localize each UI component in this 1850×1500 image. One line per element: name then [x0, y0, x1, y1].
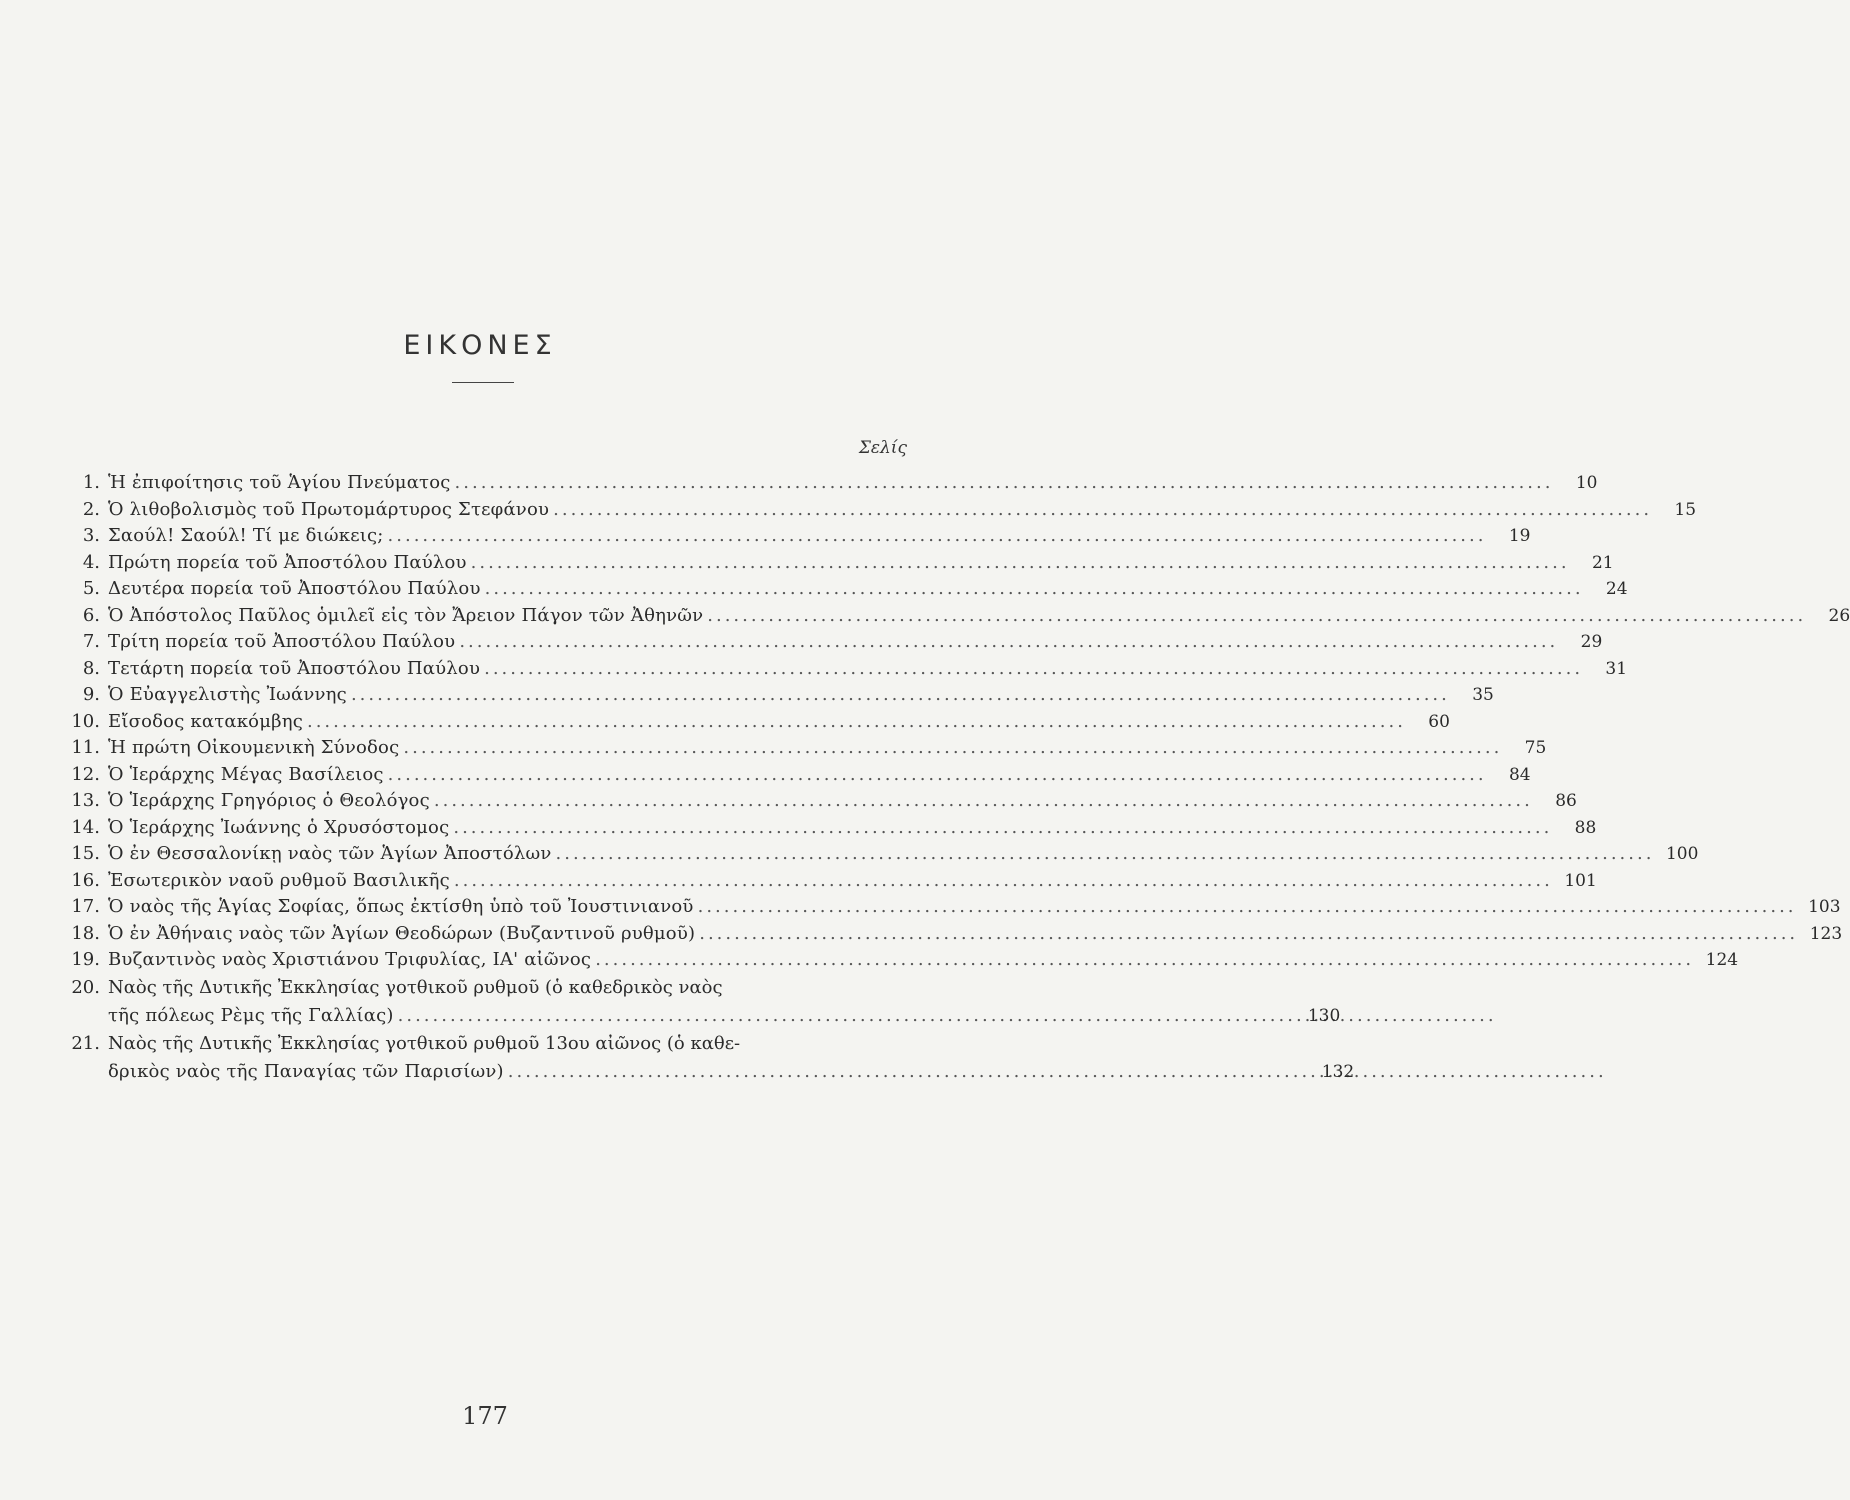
- entry-number: 17.: [71, 896, 100, 917]
- entry-title: Ὁ Ἱεράρχης Ἰωάννης ὁ Χρυσόστομος: [108, 816, 450, 838]
- list-item: [62, 523, 1531, 550]
- entry-title-line-2-row: [108, 1058, 1316, 1086]
- dot-leader: [471, 550, 1570, 577]
- entry-title: Τετάρτη πορεία τοῦ Ἀποστόλου Παύλου: [108, 657, 481, 679]
- dot-leader: [455, 470, 1554, 497]
- list-item: [62, 603, 1850, 630]
- list-item: [62, 656, 1628, 683]
- entry-number: 12.: [71, 763, 100, 785]
- entry-number: 15.: [71, 843, 100, 864]
- page-number: 177: [462, 1402, 508, 1430]
- entry-title: Ὁ Ἱεράρχης Γρηγόριος ὁ Θεολόγος: [108, 790, 430, 811]
- dot-leader: [508, 1058, 1607, 1086]
- entry-page: 31: [1605, 658, 1628, 679]
- list-item: [62, 762, 1531, 789]
- list-item: [62, 1030, 1355, 1086]
- entry-title: Σαούλ! Σαούλ! Τί με διώκεις;: [108, 525, 384, 546]
- entry-number: 20.: [71, 976, 100, 998]
- dot-leader: [485, 576, 1584, 603]
- entry-number: 4.: [82, 551, 100, 573]
- entry-title: Ἐσωτερικὸν ναοῦ ρυθμοῦ Βασιλικῆς: [108, 869, 450, 891]
- dot-leader: [699, 921, 1798, 948]
- entry-title: [108, 974, 1302, 1030]
- entry-page: 24: [1605, 579, 1628, 599]
- list-item: [62, 788, 1577, 815]
- entry-title: Πρώτη πορεία τοῦ Ἀποστόλου Παύλου: [108, 551, 467, 573]
- entry-title-line-2: δρικὸς ναὸς τῆς Παναγίας τῶν Παρισίων): [108, 1060, 504, 1082]
- entry-page: 88: [1574, 817, 1597, 838]
- list-item: [62, 868, 1597, 895]
- entry-title: Ὁ Εὐαγγελιστὴς Ἰωάννης: [108, 684, 347, 705]
- page-column-label: Σελίς: [858, 438, 907, 458]
- entry-title: Ἡ πρώτη Οἰκουμενικὴ Σύνοδος: [108, 737, 400, 758]
- entry-title: Ὁ ἐν Ἀθήναις ναὸς τῶν Ἁγίων Θεοδώρων (Βυζαντινοῦ ρυθμοῦ): [108, 922, 696, 944]
- entry-page: 26: [1828, 605, 1850, 626]
- dot-leader: [698, 894, 1797, 921]
- list-item: [62, 709, 1450, 736]
- entry-number: 11.: [71, 737, 100, 758]
- dot-leader: [595, 947, 1694, 974]
- entry-page: 29: [1580, 632, 1603, 652]
- entry-page: 132: [1321, 1061, 1355, 1082]
- entry-title-line-1: Ναὸς τῆς Δυτικῆς Ἐκκλησίας γοτθικοῦ ρυθμοῦ (ὁ καθεδρικὸς ναὸς: [108, 976, 723, 998]
- entry-number: 16.: [71, 869, 100, 891]
- entry-title: Ὁ λιθοβολισμὸς τοῦ Πρωτομάρτυρος Στεφάνου: [108, 498, 550, 520]
- dot-leader: [453, 815, 1552, 842]
- entry-page: 35: [1472, 685, 1494, 705]
- entry-title-line-1: Ναὸς τῆς Δυτικῆς Ἐκκλησίας γοτθικοῦ ρυθμοῦ 13ου αἰῶνος (ὁ καθε-: [108, 1032, 741, 1054]
- entry-number: 14.: [71, 816, 100, 838]
- entry-number: 9.: [82, 684, 100, 705]
- entry-title: Βυζαντινὸς ναὸς Χριστιάνου Τριφυλίας, ΙΑ' αἰῶνος: [108, 949, 592, 970]
- entry-title: Ἡ ἐπιφοίτησις τοῦ Ἁγίου Πνεύματος: [108, 472, 451, 493]
- list-item: [62, 550, 1614, 577]
- entry-title: Τρίτη πορεία τοῦ Ἀποστόλου Παύλου: [108, 631, 456, 652]
- entry-number: 13.: [71, 790, 100, 811]
- entry-title-line-2-row: [108, 1002, 1302, 1030]
- list-item: [62, 947, 1739, 974]
- entry-title: Ὁ Ἀπόστολος Παῦλος ὁμιλεῖ εἰς τὸν Ἄρειον Πάγον τῶν Ἀθηνῶν: [108, 604, 704, 626]
- entry-title: Δευτέρα πορεία τοῦ Ἀποστόλου Παύλου: [108, 578, 481, 599]
- entry-number: 10.: [71, 710, 100, 732]
- entry-page: 100: [1665, 844, 1699, 864]
- dot-leader: [707, 603, 1806, 630]
- dot-leader: [388, 523, 1487, 550]
- entry-page: 101: [1564, 870, 1597, 891]
- entry-number: 2.: [82, 498, 100, 520]
- entry-number: 1.: [82, 472, 100, 493]
- page-title: ΕΙΚΟΝΕΣ: [403, 330, 557, 361]
- entry-title: Ὁ ἐν Θεσσαλονίκῃ ναὸς τῶν Ἁγίων Ἀποστόλων: [108, 843, 552, 864]
- dot-leader: [403, 735, 1502, 762]
- entry-title: Ὁ Ἱεράρχης Μέγας Βασίλειος: [108, 763, 384, 785]
- entry-number: 5.: [82, 578, 100, 599]
- entry-page: 10: [1575, 473, 1598, 493]
- entry-number: 19.: [71, 949, 100, 970]
- dot-leader: [484, 656, 1583, 683]
- entry-number: 3.: [82, 525, 100, 546]
- entry-page: 15: [1674, 499, 1697, 520]
- list-item: [62, 735, 1547, 762]
- entry-number: 7.: [82, 631, 100, 652]
- entry-title: Ὁ ναὸς τῆς Ἁγίας Σοφίας, ὅπως ἐκτίσθη ὑπὸ τοῦ Ἰουστινιανοῦ: [108, 896, 694, 917]
- list-item: [62, 921, 1843, 948]
- entry-page: 124: [1705, 950, 1739, 970]
- list-item: [62, 841, 1699, 868]
- list-item: [62, 815, 1597, 842]
- entry-page: 123: [1809, 923, 1843, 944]
- list-item: [62, 629, 1603, 656]
- dot-leader: [454, 868, 1553, 895]
- entry-number: 21.: [71, 1032, 100, 1054]
- dot-leader: [459, 629, 1558, 656]
- entry-page: 130: [1307, 1005, 1341, 1026]
- list-item: [62, 894, 1841, 921]
- list-item: [62, 470, 1598, 497]
- entry-page: 103: [1808, 897, 1841, 917]
- entry-page: 60: [1428, 711, 1450, 732]
- entry-number: 6.: [82, 604, 100, 626]
- dot-leader: [388, 762, 1487, 789]
- title-rule: [452, 382, 514, 383]
- entry-page: 19: [1508, 526, 1531, 546]
- illustrations-list: [62, 470, 1850, 1086]
- dot-leader: [556, 841, 1655, 868]
- entry-page: 86: [1555, 791, 1577, 811]
- dot-leader: [553, 497, 1652, 524]
- entry-page: 75: [1524, 738, 1547, 758]
- entry-number: 8.: [82, 657, 100, 679]
- entry-title-line-2: τῆς πόλεως Ρὲμς τῆς Γαλλίας): [108, 1004, 394, 1026]
- list-item: [62, 682, 1494, 709]
- list-item: [62, 576, 1628, 603]
- dot-leader: [434, 788, 1533, 815]
- entry-number: 18.: [71, 922, 100, 944]
- entry-title: Εἴσοδος κατακόμβης: [108, 710, 303, 732]
- entry-page: 84: [1508, 764, 1531, 785]
- entry-title: [108, 1030, 1316, 1086]
- dot-leader: [307, 709, 1406, 736]
- dot-leader: [351, 682, 1450, 709]
- entry-page: 21: [1591, 552, 1614, 573]
- list-item: [62, 497, 1697, 524]
- list-item: [62, 974, 1341, 1030]
